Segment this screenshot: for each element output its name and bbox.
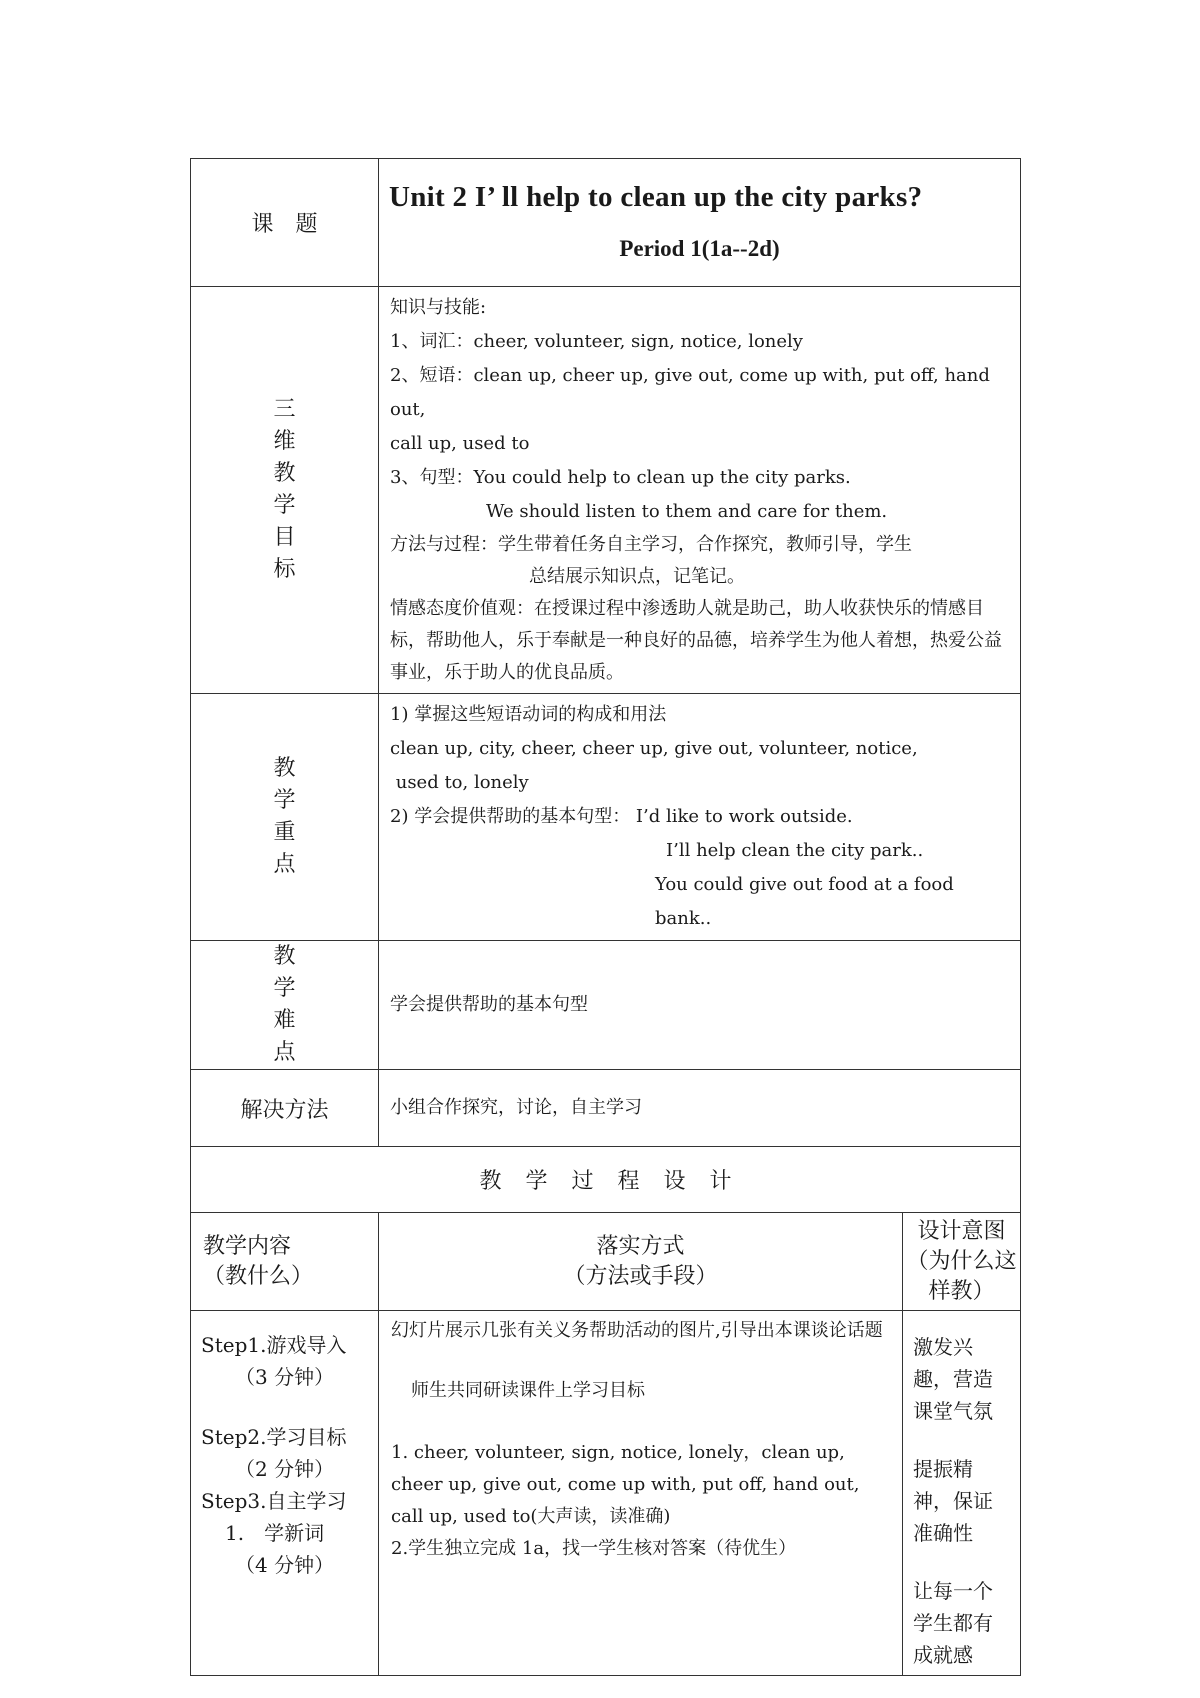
key-points-content xyxy=(379,694,1021,941)
goals-line: We should listen to them and care for them. xyxy=(486,501,888,522)
difficult-label: 教 学 难 点 xyxy=(191,941,379,1070)
lesson-plan-table xyxy=(190,158,1021,1676)
method-label: 解决方法 xyxy=(191,1070,379,1147)
goals-line: 总结展示知识点，记笔记。 xyxy=(529,566,745,587)
key-line: used to, lonely xyxy=(390,772,529,793)
purpose-item: 让每一个学生都有成就感 xyxy=(913,1579,993,1667)
method-row xyxy=(191,1070,1021,1147)
goals-line: 3、句型：You could help to clean up the city parks. xyxy=(390,467,851,488)
goals-line: 方法与过程：学生带着任务自主学习，合作探究，教师引导，学生 xyxy=(390,534,912,555)
step-item: （2 分钟） xyxy=(235,1457,335,1481)
key-line: 2) 学会提供帮助的基本句型： I’d like to work outside. xyxy=(390,806,853,827)
goals-line: 1、词汇：cheer, volunteer, sign, notice, lonely xyxy=(390,331,803,352)
steps-column xyxy=(191,1311,379,1676)
step-item: Step2.学习目标 xyxy=(201,1425,347,1449)
goals-row xyxy=(191,287,1021,694)
step-item: （3 分钟） xyxy=(235,1365,335,1389)
purpose-column xyxy=(903,1311,1021,1676)
method-item: 师生共同研读课件上学习目标 xyxy=(411,1380,645,1401)
method-item: 幻灯片展示几张有关义务帮助活动的图片,引导出本课谈论话题 xyxy=(391,1320,883,1341)
step-item: Step1.游戏导入 xyxy=(201,1333,347,1357)
key-points-label: 教 学 重 点 xyxy=(191,694,379,941)
topic-label: 课 题 xyxy=(191,159,379,287)
step-item: 1. 学新词 xyxy=(225,1521,325,1545)
key-line: clean up, city, cheer, cheer up, give out, volunteer, notice, xyxy=(390,738,918,759)
method-content: 小组合作探究，讨论，自主学习 xyxy=(379,1070,1021,1147)
step-item: （4 分钟） xyxy=(235,1553,335,1577)
method-item: 2.学生独立完成 1a，找一学生核对答案（待优生） xyxy=(391,1538,797,1559)
difficult-content: 学会提供帮助的基本句型 xyxy=(379,941,1021,1070)
topic-cell xyxy=(379,159,1021,287)
goals-line: 情感态度价值观：在授课过程中渗透助人就是助己，助人收获快乐的情感目标，帮助他人，乐于奉献是一种良好的品德，培养学生为他人着想，热爱公益事业，乐于助人的优良品质。 xyxy=(390,598,1002,683)
section-title: 教学过程设计 xyxy=(191,1147,1021,1213)
key-points-row xyxy=(191,694,1021,941)
goals-line: 2、短语：clean up, cheer up, give out, come up with, put off, hand out, xyxy=(390,365,990,420)
period-title: Period 1(1a--2d) xyxy=(619,235,780,261)
header-content: 教学内容 （教什么） xyxy=(191,1213,379,1311)
goals-line: call up, used to xyxy=(390,433,530,454)
goals-content xyxy=(379,287,1021,694)
purpose-item: 激发兴趣，营造课堂气氛 xyxy=(913,1335,993,1423)
lesson-plan xyxy=(190,158,1020,1676)
goals-line: 知识与技能: xyxy=(390,297,487,318)
process-body-row xyxy=(191,1311,1021,1676)
key-line: 1) 掌握这些短语动词的构成和用法 xyxy=(390,704,667,725)
topic-row xyxy=(191,159,1021,287)
methods-column xyxy=(379,1311,903,1676)
unit-title: Unit 2 I’ ll help to clean up the city parks? xyxy=(389,180,923,213)
header-method: 落实方式 （方法或手段） xyxy=(379,1213,903,1311)
header-purpose: 设计意图 （为什么这 样教） xyxy=(903,1213,1021,1311)
key-line: I’ll help clean the city park.. xyxy=(666,840,924,861)
goals-label: 三 维 教 学 目 标 xyxy=(191,287,379,694)
section-title-row xyxy=(191,1147,1021,1213)
method-item: 1. cheer, volunteer, sign, notice, lonely，clean up, cheer up, give out, come up with, put off, hand out, call up, used to(大声读，读准确) xyxy=(391,1442,860,1527)
key-line: You could give out food at a food bank.. xyxy=(655,874,954,929)
process-header-row xyxy=(191,1213,1021,1311)
step-item: Step3.自主学习 xyxy=(201,1489,347,1513)
difficult-row xyxy=(191,941,1021,1070)
purpose-item: 提振精神，保证准确性 xyxy=(913,1457,993,1545)
